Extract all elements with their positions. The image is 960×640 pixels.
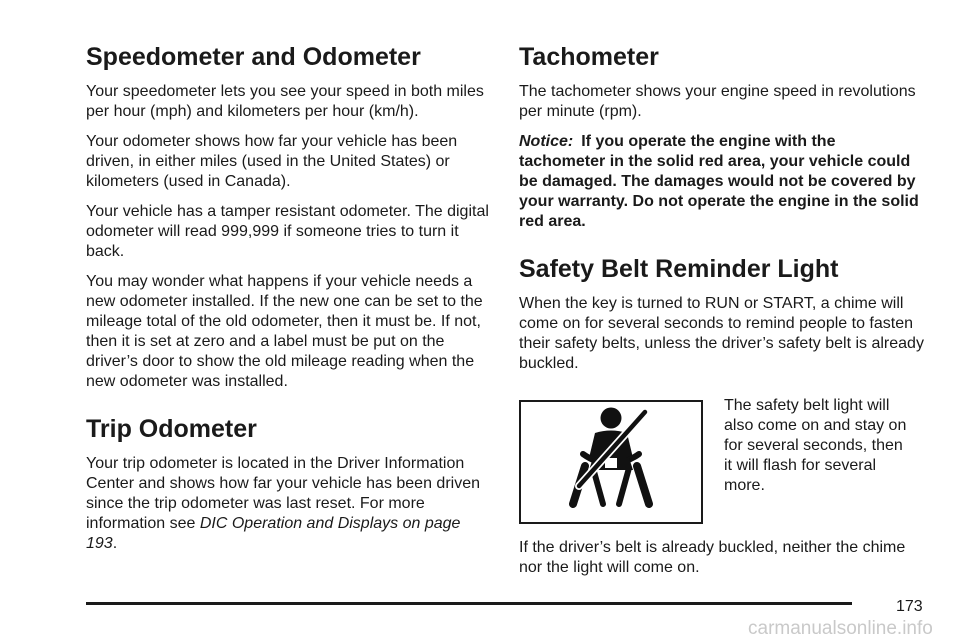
safety-belt-paragraph-1: When the key is turned to RUN or START, a chime will come on for several seconds to remind people to fasten their safety belts, unless the driver’s safety belt is already buckled. bbox=[519, 295, 924, 372]
tachometer-paragraph: The tachometer shows your engine speed in revolutions per minute (rpm). bbox=[519, 83, 916, 120]
seatbelt-icon-box bbox=[519, 400, 703, 524]
page-number: 173 bbox=[896, 598, 923, 615]
tachometer-heading: Tachometer bbox=[519, 43, 659, 71]
footer-rule bbox=[86, 602, 852, 605]
speedometer-heading: Speedometer and Odometer bbox=[86, 43, 421, 71]
trip-text: Your trip odometer is located in the Driver Information Center and shows how far your vehicle has been driven since the trip odometer was last reset. For more information see bbox=[86, 455, 480, 532]
speedometer-paragraph-1: Your speedometer lets you see your speed in both miles per hour (mph) and kilometers per hour (km/h). bbox=[86, 83, 484, 120]
odometer-paragraph: Your odometer shows how far your vehicle has been driven, in either miles (used in the United States) or kilometers (used in Canada). bbox=[86, 133, 458, 190]
trip-text-end: . bbox=[112, 535, 118, 552]
safety-belt-heading: Safety Belt Reminder Light bbox=[519, 255, 839, 283]
trip-odometer-paragraph bbox=[86, 454, 492, 554]
notice-paragraph bbox=[519, 132, 925, 232]
seatbelt-icon bbox=[551, 404, 671, 520]
notice-label: Notice: bbox=[519, 133, 574, 150]
dic-reference-link[interactable]: DIC Operation and Displays on page 193 bbox=[86, 515, 461, 552]
safety-belt-paragraph-2: If the driver’s belt is already buckled, neither the chime nor the light will come on. bbox=[519, 539, 906, 576]
new-odometer-paragraph: You may wonder what happens if your vehicle needs a new odometer installed. If the new one can be set to the mileage total of the old odometer, then it must be. If not, then it is set at zero and a label must be put on the driver’s door to show the old mileage reading when the new odometer was installed. bbox=[86, 273, 483, 390]
tamper-paragraph: Your vehicle has a tamper resistant odometer. The digital odometer will read 999,999 if someone tries to turn it back. bbox=[86, 203, 489, 260]
right-column bbox=[519, 42, 925, 588]
belt-side-text: The safety belt light will also come on and stay on for several seconds, then it will flash for several more. bbox=[724, 397, 907, 494]
left-column bbox=[86, 42, 492, 564]
trip-odometer-heading: Trip Odometer bbox=[86, 415, 257, 443]
watermark: carmanualsonline.info bbox=[748, 618, 933, 639]
belt-figure-row bbox=[519, 396, 925, 524]
notice-text: If you operate the engine with the tachometer in the solid red area, your vehicle could be damaged. The damages would not be covered by your warranty. Do not operate the engine in the solid red area. bbox=[519, 133, 919, 230]
